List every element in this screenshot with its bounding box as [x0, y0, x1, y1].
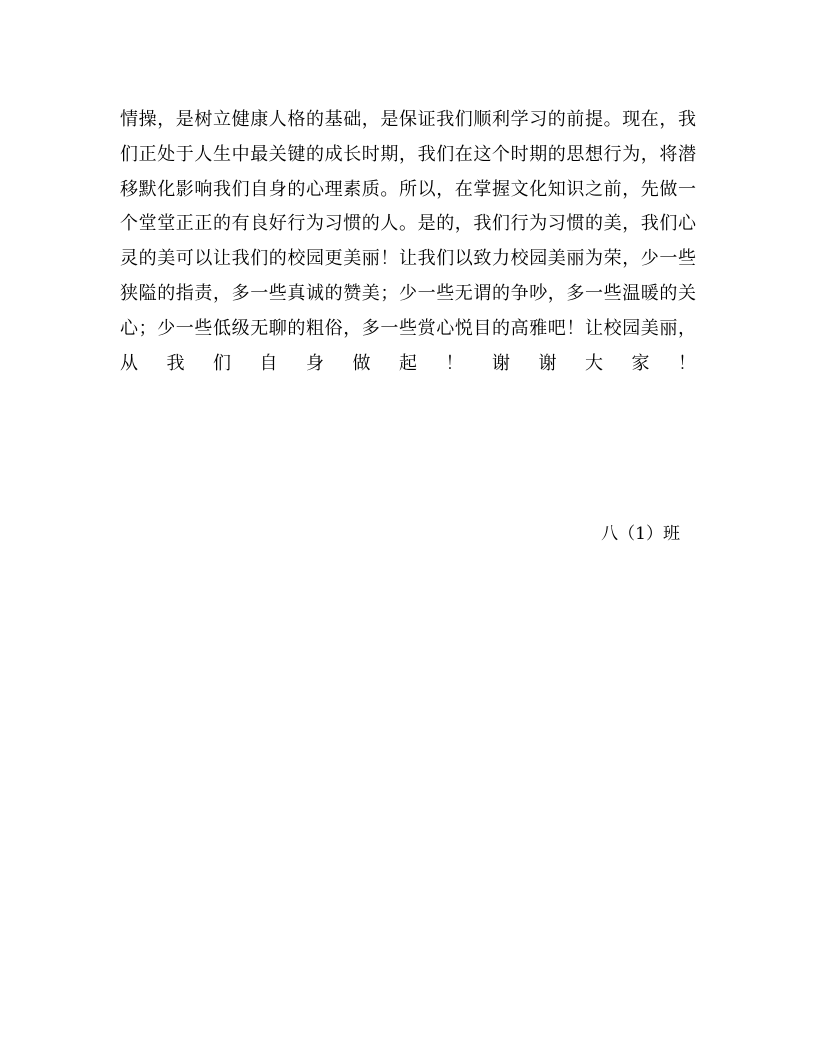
- paragraph-line-6: 狭隘的指责，多一些真诚的赞美；少一些无谓的争吵，多一些温暖的关: [120, 282, 696, 304]
- paragraph-line-4: 个堂堂正正的有良好行为习惯的人。是的，我们行为习惯的美，我们心: [120, 213, 696, 235]
- paragraph-line-3: 移默化影响我们自身的心理素质。所以，在掌握文化知识之前，先做一: [120, 178, 696, 200]
- paragraph-line-8: 从 我 们 自 身 做 起 ！ 谢 谢 大 家 ！: [120, 352, 696, 374]
- paragraph-line-1: 情操，是树立健康人格的基础，是保证我们顺利学习的前提。现在，我: [120, 109, 696, 130]
- paragraph-line-5: 灵的美可以让我们的校园更美丽！让我们以致力校园美丽为荣，少一些: [120, 248, 696, 270]
- class-signature: 八（1）班: [601, 524, 680, 544]
- paragraph-line-7: 心；少一些低级无聊的粗俗，多一些赏心悦目的高雅吧！让校园美丽，: [120, 317, 696, 339]
- paragraph-line-2: 们正处于人生中最关键的成长时期，我们在这个时期的思想行为，将潜: [120, 143, 696, 165]
- speech-body: [120, 103, 696, 381]
